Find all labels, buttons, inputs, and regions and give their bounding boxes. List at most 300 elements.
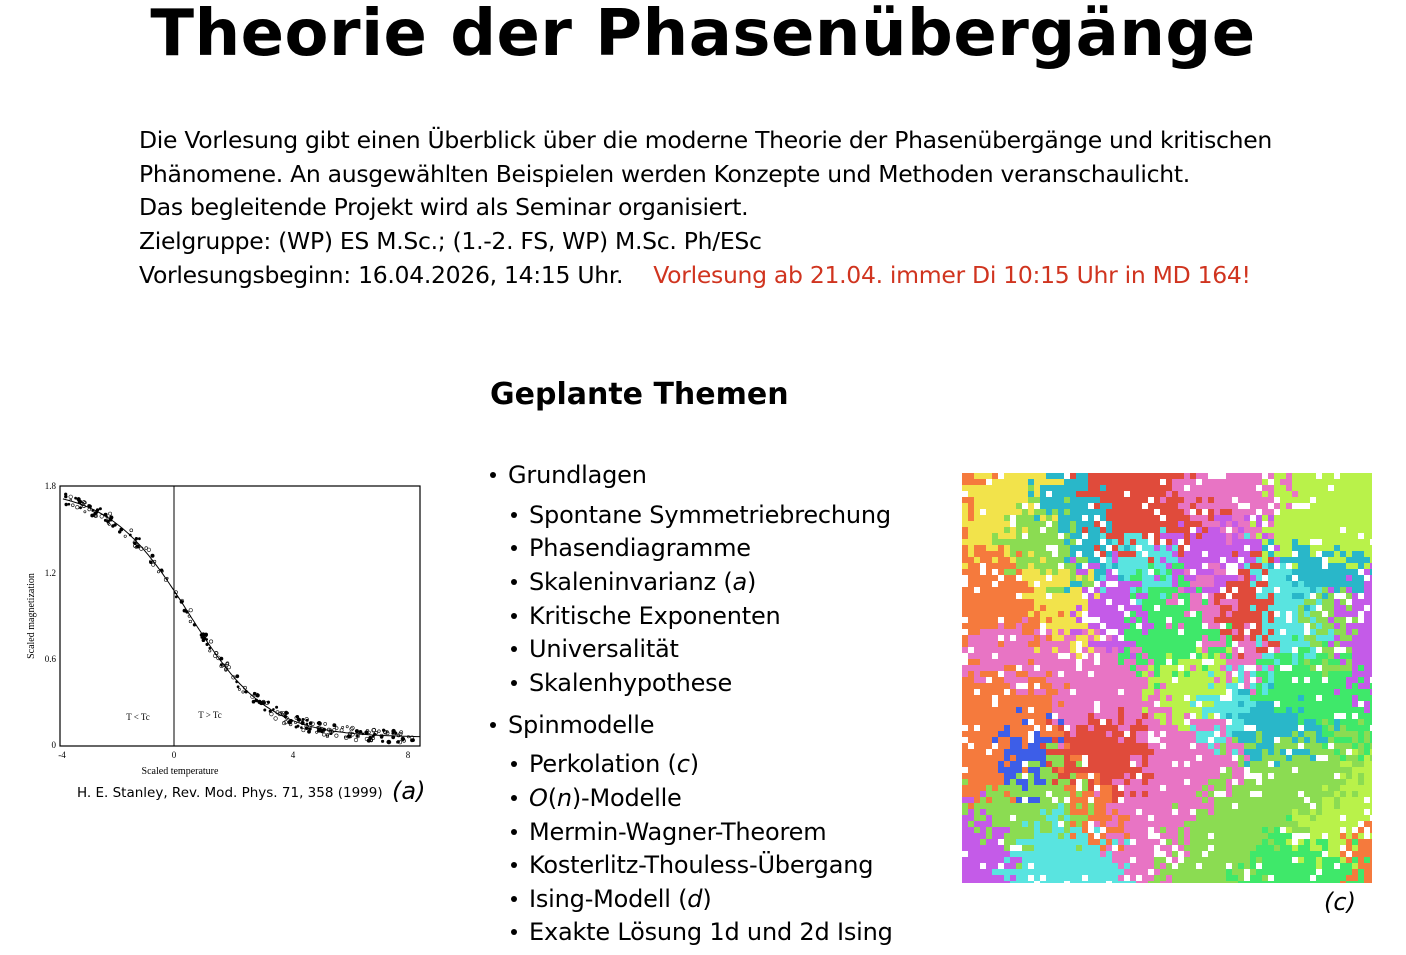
lattice-site <box>1244 755 1250 761</box>
lattice-site <box>1208 845 1214 851</box>
lattice-site <box>1250 755 1256 761</box>
intro-line-5 <box>139 259 1339 293</box>
lattice-site <box>1148 767 1154 773</box>
lattice-site <box>1298 695 1304 701</box>
lattice-site <box>1232 491 1238 497</box>
lattice-site <box>1184 833 1190 839</box>
lattice-site <box>1052 617 1058 623</box>
lattice-site <box>1340 737 1346 743</box>
lattice-site <box>1148 851 1154 857</box>
lattice-site <box>1250 527 1256 533</box>
lattice-site <box>1202 593 1208 599</box>
lattice-site <box>1238 839 1244 845</box>
lattice-site <box>1268 773 1274 779</box>
lattice-site <box>1334 569 1340 575</box>
lattice-site <box>1232 629 1238 635</box>
lattice-site <box>1250 659 1256 665</box>
y-tick-label: 1.8 <box>45 481 57 491</box>
lattice-site <box>1160 731 1166 737</box>
lattice-site <box>1178 575 1184 581</box>
lattice-site <box>1088 851 1094 857</box>
lattice-site <box>1022 521 1028 527</box>
lattice-site <box>1010 719 1016 725</box>
lattice-site <box>1064 617 1070 623</box>
lattice-site <box>1046 863 1052 869</box>
lattice-site <box>1184 767 1190 773</box>
lattice-site <box>980 551 986 557</box>
lattice-site <box>1028 677 1034 683</box>
lattice-site <box>1022 611 1028 617</box>
lattice-site <box>1172 653 1178 659</box>
lattice-site <box>1172 617 1178 623</box>
lattice-site <box>974 797 980 803</box>
lattice-site <box>1166 569 1172 575</box>
lattice-site <box>1028 785 1034 791</box>
lattice-site <box>1262 689 1268 695</box>
data-point <box>104 513 107 516</box>
lattice-site <box>968 623 974 629</box>
lattice-site <box>1160 785 1166 791</box>
lattice-site <box>1136 665 1142 671</box>
lattice-site <box>1136 707 1142 713</box>
lattice-site <box>998 533 1004 539</box>
lattice-site <box>1142 539 1148 545</box>
lattice-site <box>1010 539 1016 545</box>
lattice-site <box>1106 689 1112 695</box>
lattice-site <box>1286 815 1292 821</box>
lattice-site <box>1160 629 1166 635</box>
lattice-site <box>968 533 974 539</box>
lattice-site <box>1364 725 1370 731</box>
lattice-site <box>1184 641 1190 647</box>
lattice-site <box>1358 551 1364 557</box>
lattice-site <box>1064 629 1070 635</box>
lattice-site <box>1256 473 1262 479</box>
lattice-site <box>1004 719 1010 725</box>
lattice-site <box>1046 635 1052 641</box>
lattice-site <box>998 563 1004 569</box>
lattice-site <box>1304 797 1310 803</box>
lattice-site <box>1100 641 1106 647</box>
lattice-site <box>1082 587 1088 593</box>
lattice-site <box>1286 641 1292 647</box>
lattice-site <box>1286 689 1292 695</box>
lattice-site <box>1358 779 1364 785</box>
lattice-site <box>1112 857 1118 863</box>
lattice-site <box>1184 479 1190 485</box>
lattice-site <box>998 869 1004 875</box>
lattice-site <box>1148 875 1154 881</box>
lattice-site <box>1058 497 1064 503</box>
lattice-site <box>1100 635 1106 641</box>
lattice-site <box>1286 863 1292 869</box>
lattice-site <box>1022 629 1028 635</box>
lattice-site <box>1274 815 1280 821</box>
lattice-site <box>1328 485 1334 491</box>
lattice-site <box>1052 845 1058 851</box>
lattice-site <box>1112 701 1118 707</box>
lattice-site <box>1178 773 1184 779</box>
lattice-site <box>1334 809 1340 815</box>
lattice-site <box>1340 521 1346 527</box>
lattice-site <box>1118 659 1124 665</box>
lattice-site <box>1034 737 1040 743</box>
lattice-site <box>1202 749 1208 755</box>
lattice-site <box>992 869 998 875</box>
lattice-site <box>1238 809 1244 815</box>
lattice-site <box>962 569 968 575</box>
lattice-site <box>1244 623 1250 629</box>
lattice-site <box>1076 839 1082 845</box>
lattice-site <box>998 599 1004 605</box>
lattice-site <box>1220 521 1226 527</box>
lattice-site <box>1352 851 1358 857</box>
lattice-site <box>1346 725 1352 731</box>
lattice-site <box>1028 515 1034 521</box>
lattice-site <box>962 767 968 773</box>
lattice-site <box>1370 713 1372 719</box>
lattice-site <box>1346 563 1352 569</box>
lattice-site <box>1040 731 1046 737</box>
lattice-site <box>1076 683 1082 689</box>
lattice-site <box>1334 635 1340 641</box>
lattice-site <box>1184 719 1190 725</box>
lattice-site <box>1088 683 1094 689</box>
lattice-site <box>1238 515 1244 521</box>
lattice-site <box>1058 869 1064 875</box>
lattice-site <box>1028 845 1034 851</box>
lattice-site <box>998 821 1004 827</box>
lattice-site <box>1070 707 1076 713</box>
lattice-site <box>1100 485 1106 491</box>
lattice-site <box>1196 797 1202 803</box>
lattice-site <box>1370 827 1372 833</box>
lattice-site <box>1352 533 1358 539</box>
lattice-site <box>1118 599 1124 605</box>
lattice-site <box>1046 689 1052 695</box>
lattice-site <box>1334 485 1340 491</box>
lattice-site <box>1232 815 1238 821</box>
lattice-site <box>1208 755 1214 761</box>
lattice-site <box>1364 761 1370 767</box>
lattice-site <box>1058 569 1064 575</box>
lattice-site <box>1298 533 1304 539</box>
lattice-site <box>1322 599 1328 605</box>
data-point <box>275 706 277 708</box>
lattice-site <box>1160 635 1166 641</box>
lattice-site <box>1082 749 1088 755</box>
lattice-site <box>1196 557 1202 563</box>
lattice-site <box>968 803 974 809</box>
lattice-site <box>1190 731 1196 737</box>
lattice-site <box>1010 779 1016 785</box>
lattice-site <box>1208 521 1214 527</box>
lattice-site <box>1364 647 1370 653</box>
lattice-site <box>1220 833 1226 839</box>
lattice-site <box>1136 671 1142 677</box>
lattice-site <box>1226 713 1232 719</box>
lattice-site <box>1256 779 1262 785</box>
lattice-site <box>1208 725 1214 731</box>
lattice-site <box>1274 839 1280 845</box>
lattice-site <box>1124 809 1130 815</box>
lattice-site <box>980 509 986 515</box>
lattice-site <box>1064 479 1070 485</box>
lattice-site <box>1124 545 1130 551</box>
lattice-site <box>1070 851 1076 857</box>
lattice-site <box>1214 593 1220 599</box>
lattice-site <box>1172 851 1178 857</box>
lattice-site <box>1214 803 1220 809</box>
lattice-site <box>1298 731 1304 737</box>
lattice-site <box>1184 695 1190 701</box>
lattice-site <box>986 791 992 797</box>
lattice-site <box>1040 641 1046 647</box>
lattice-site <box>1292 851 1298 857</box>
lattice-site <box>1010 533 1016 539</box>
lattice-site <box>1004 683 1010 689</box>
lattice-site <box>1196 749 1202 755</box>
lattice-site <box>1124 683 1130 689</box>
lattice-site <box>1310 689 1316 695</box>
lattice-site <box>1208 761 1214 767</box>
lattice-site <box>1100 653 1106 659</box>
lattice-site <box>1004 695 1010 701</box>
lattice-site <box>1106 809 1112 815</box>
lattice-site <box>1202 491 1208 497</box>
lattice-site <box>1316 539 1322 545</box>
lattice-site <box>1220 785 1226 791</box>
lattice-site <box>986 713 992 719</box>
lattice-site <box>1184 545 1190 551</box>
lattice-site <box>1058 839 1064 845</box>
lattice-site <box>1304 623 1310 629</box>
lattice-site <box>1328 641 1334 647</box>
lattice-site <box>1052 701 1058 707</box>
lattice-site <box>1304 779 1310 785</box>
lattice-site <box>1028 737 1034 743</box>
lattice-site <box>1268 839 1274 845</box>
lattice-site <box>1160 485 1166 491</box>
lattice-site <box>1334 701 1340 707</box>
lattice-site <box>1052 575 1058 581</box>
lattice-site <box>1154 581 1160 587</box>
lattice-site <box>1310 551 1316 557</box>
lattice-site <box>1094 605 1100 611</box>
lattice-site <box>1166 857 1172 863</box>
lattice-site <box>962 563 968 569</box>
lattice-site <box>1322 731 1328 737</box>
lattice-site <box>1100 617 1106 623</box>
lattice-site <box>968 833 974 839</box>
lattice-site <box>986 803 992 809</box>
lattice-site <box>974 575 980 581</box>
lattice-site <box>1040 737 1046 743</box>
lattice-site <box>1166 629 1172 635</box>
bullet-icon <box>511 680 517 686</box>
lattice-site <box>1244 569 1250 575</box>
lattice-site <box>1196 509 1202 515</box>
lattice-site <box>1370 839 1372 845</box>
lattice-site <box>1022 803 1028 809</box>
lattice-site <box>1082 725 1088 731</box>
lattice-site <box>1088 545 1094 551</box>
lattice-site <box>1262 677 1268 683</box>
lattice-site <box>1166 785 1172 791</box>
lattice-site <box>1358 719 1364 725</box>
lattice-site <box>974 629 980 635</box>
lattice-site <box>968 755 974 761</box>
lattice-site <box>1208 629 1214 635</box>
lattice-site <box>1082 707 1088 713</box>
lattice-site <box>1196 725 1202 731</box>
lattice-site <box>1208 527 1214 533</box>
lattice-site <box>1130 497 1136 503</box>
lattice-site <box>1370 491 1372 497</box>
lattice-site <box>1160 599 1166 605</box>
lattice-site <box>1292 605 1298 611</box>
lattice-site <box>1166 533 1172 539</box>
lattice-site <box>1010 809 1016 815</box>
lattice-site <box>998 743 1004 749</box>
lattice-site <box>1100 857 1106 863</box>
lattice-site <box>1322 707 1328 713</box>
lattice-site <box>1118 617 1124 623</box>
lattice-site <box>1124 497 1130 503</box>
lattice-site <box>962 665 968 671</box>
lattice-site <box>980 845 986 851</box>
lattice-site <box>1310 503 1316 509</box>
lattice-site <box>1070 575 1076 581</box>
lattice-site <box>1118 731 1124 737</box>
lattice-site <box>1094 503 1100 509</box>
lattice-site <box>1124 821 1130 827</box>
lattice-site <box>1082 599 1088 605</box>
lattice-site <box>1202 839 1208 845</box>
lattice-site <box>1184 707 1190 713</box>
lattice-site <box>1070 743 1076 749</box>
lattice-site <box>1094 641 1100 647</box>
lattice-site <box>986 773 992 779</box>
lattice-site <box>968 791 974 797</box>
lattice-site <box>1016 593 1022 599</box>
lattice-site <box>1190 587 1196 593</box>
lattice-site <box>1184 755 1190 761</box>
lattice-site <box>1070 839 1076 845</box>
lattice-site <box>1058 785 1064 791</box>
lattice-site <box>1088 653 1094 659</box>
lattice-site <box>1310 761 1316 767</box>
lattice-site <box>1106 599 1112 605</box>
lattice-site <box>1334 677 1340 683</box>
lattice-site <box>1106 761 1112 767</box>
lattice-site <box>1226 803 1232 809</box>
lattice-site <box>1244 509 1250 515</box>
lattice-site <box>1226 767 1232 773</box>
lattice-site <box>1298 737 1304 743</box>
lattice-site <box>1058 701 1064 707</box>
lattice-site <box>980 635 986 641</box>
lattice-site <box>1370 497 1372 503</box>
lattice-site <box>1118 773 1124 779</box>
lattice-site <box>1238 665 1244 671</box>
lattice-site <box>962 719 968 725</box>
lattice-site <box>1178 797 1184 803</box>
lattice-site <box>1028 545 1034 551</box>
lattice-site <box>1106 617 1112 623</box>
y-axis-label: Scaled magnetization <box>26 573 37 659</box>
lattice-site <box>1082 635 1088 641</box>
lattice-site <box>1250 743 1256 749</box>
lattice-site <box>1088 827 1094 833</box>
lattice-site <box>968 677 974 683</box>
lattice-site <box>1016 587 1022 593</box>
lattice-site <box>980 641 986 647</box>
data-point <box>267 701 270 704</box>
lattice-site <box>1124 725 1130 731</box>
lattice-site <box>1268 677 1274 683</box>
lattice-site <box>1046 749 1052 755</box>
lattice-site <box>1244 665 1250 671</box>
lattice-site <box>992 725 998 731</box>
lattice-site <box>1262 767 1268 773</box>
lattice-site <box>1346 641 1352 647</box>
lattice-site <box>1052 479 1058 485</box>
x-tick-label: -4 <box>58 750 66 760</box>
lattice-site <box>1370 485 1372 491</box>
lattice-site <box>1280 713 1286 719</box>
lattice-site <box>1058 653 1064 659</box>
lattice-site <box>1346 701 1352 707</box>
lattice-site <box>1232 725 1238 731</box>
lattice-site <box>974 677 980 683</box>
lattice-site <box>1370 821 1372 827</box>
lattice-site <box>1322 677 1328 683</box>
lattice-site <box>1196 755 1202 761</box>
lattice-site <box>1316 833 1322 839</box>
lattice-site <box>1112 623 1118 629</box>
lattice-site <box>1340 845 1346 851</box>
lattice-site <box>1310 479 1316 485</box>
lattice-site <box>1154 743 1160 749</box>
lattice-site <box>1142 557 1148 563</box>
lattice-site <box>1244 815 1250 821</box>
lattice-site <box>1184 863 1190 869</box>
lattice-site <box>1046 527 1052 533</box>
lattice-site <box>1250 617 1256 623</box>
lattice-site <box>1340 803 1346 809</box>
lattice-site <box>1226 755 1232 761</box>
lattice-site <box>962 683 968 689</box>
lattice-site <box>1310 491 1316 497</box>
lattice-site <box>1298 839 1304 845</box>
lattice-site <box>1184 509 1190 515</box>
lattice-site <box>1004 731 1010 737</box>
lattice-site <box>1148 605 1154 611</box>
lattice-site <box>1274 857 1280 863</box>
lattice-site <box>1352 491 1358 497</box>
lattice-site <box>998 755 1004 761</box>
lattice-site <box>1154 713 1160 719</box>
lattice-site <box>1274 521 1280 527</box>
lattice-site <box>1322 851 1328 857</box>
lattice-site <box>1022 815 1028 821</box>
lattice-site <box>1268 875 1274 881</box>
lattice-site <box>1304 767 1310 773</box>
lattice-site <box>1082 731 1088 737</box>
lattice-site <box>1352 617 1358 623</box>
lattice-site <box>1160 701 1166 707</box>
